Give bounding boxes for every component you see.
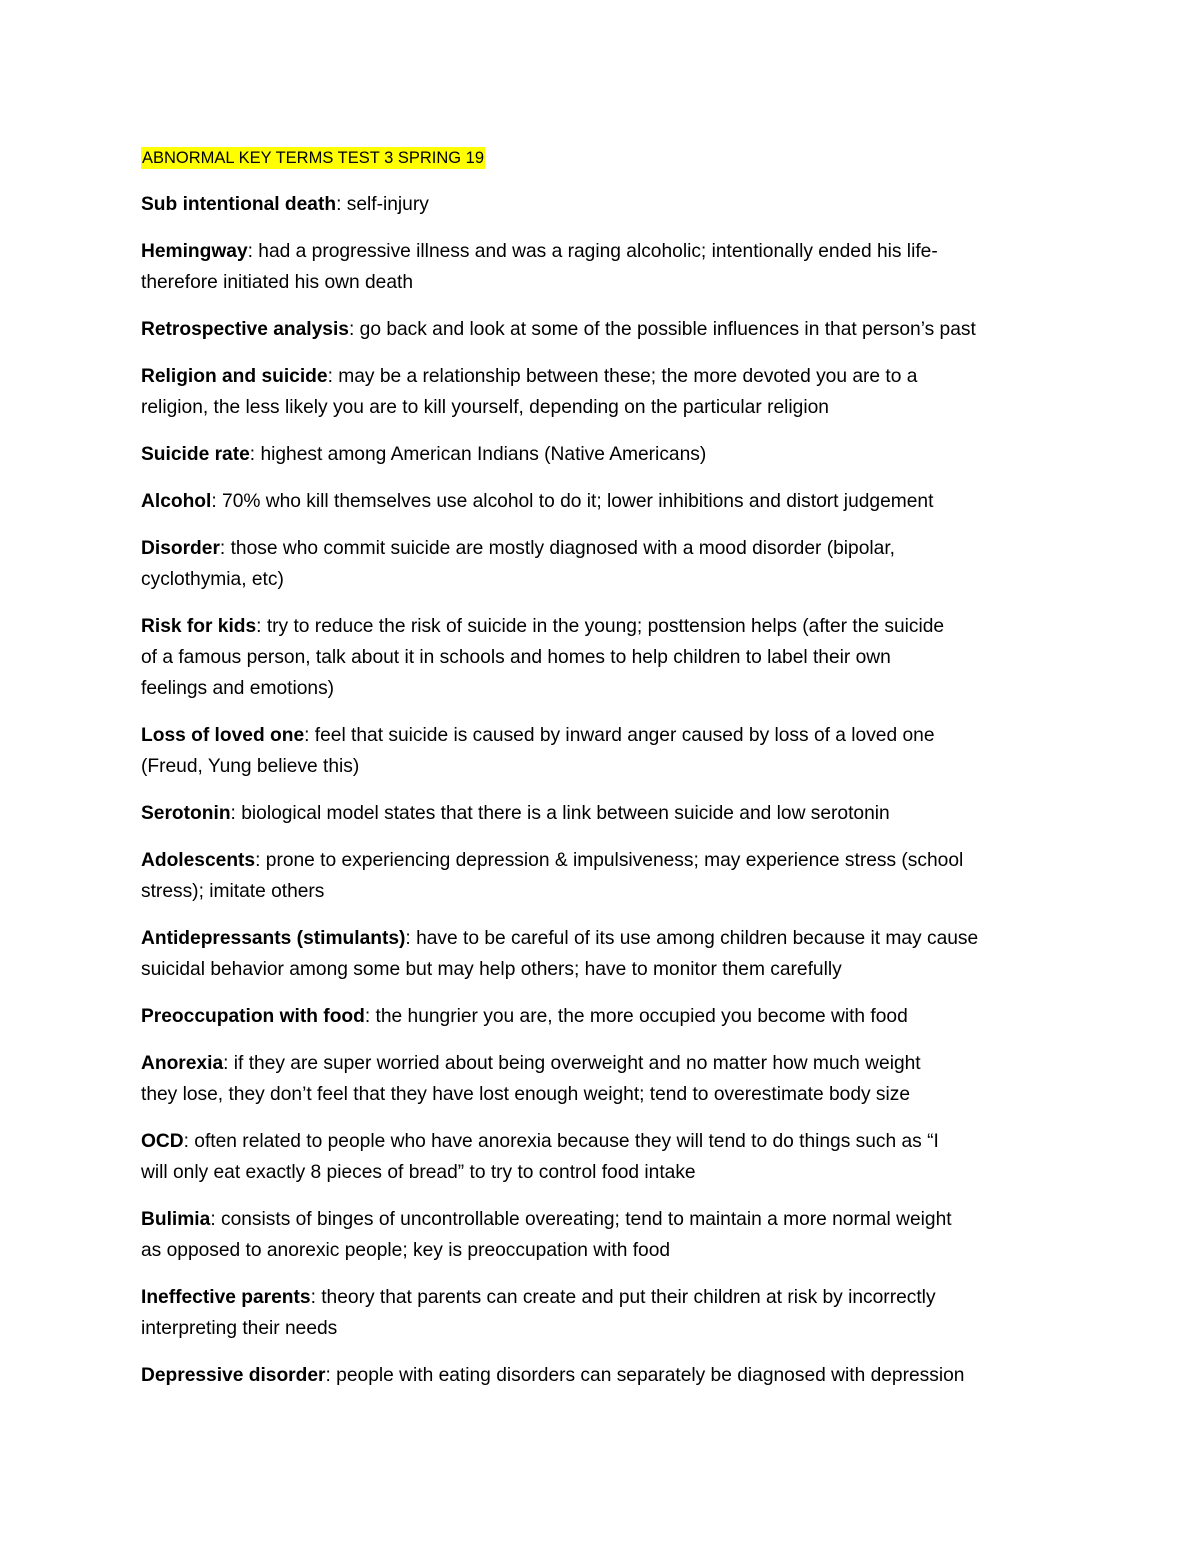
- term-definition: cyclothymia, etc): [141, 569, 284, 590]
- key-term: Depressive disorder: [141, 1365, 326, 1386]
- key-term-entry: [141, 845, 1066, 907]
- document-title-line: [141, 143, 1066, 173]
- key-term: Anorexia: [141, 1053, 224, 1074]
- key-term-entry: [141, 798, 1066, 829]
- entry-line: [141, 439, 1066, 470]
- key-term: OCD: [141, 1131, 184, 1152]
- entry-line: [141, 954, 1066, 985]
- term-definition: : self-injury: [336, 194, 429, 215]
- entry-line: [141, 189, 1066, 220]
- key-term-entry: [141, 314, 1066, 345]
- key-term: Serotonin: [141, 803, 231, 824]
- entry-line: [141, 1282, 1066, 1313]
- entry-line: [141, 1048, 1066, 1079]
- key-term-entry: [141, 1048, 1066, 1110]
- entry-line: [141, 798, 1066, 829]
- key-term: Religion and suicide: [141, 366, 328, 387]
- document-title: ABNORMAL KEY TERMS TEST 3 SPRING 19: [142, 149, 485, 167]
- entry-line: [141, 361, 1066, 392]
- entry-line: [141, 314, 1066, 345]
- key-term-entry: [141, 486, 1066, 517]
- term-definition: : biological model states that there is a link between suicide and low serotonin: [230, 803, 890, 824]
- key-term: Preoccupation with food: [141, 1006, 365, 1027]
- key-term-entry: [141, 533, 1066, 595]
- key-term: Bulimia: [141, 1209, 211, 1230]
- key-term-entry: [141, 439, 1066, 470]
- entry-line: [141, 673, 1066, 704]
- term-definition: : go back and look at some of the possible influences in that person’s past: [348, 319, 976, 340]
- term-definition: stress); imitate others: [141, 881, 325, 902]
- term-definition: : often related to people who have anorexia because they will tend to do things such as “I: [183, 1131, 939, 1152]
- term-definition: they lose, they don’t feel that they have lost enough weight; tend to overestimate body size: [141, 1084, 911, 1105]
- key-term: Sub intentional death: [141, 194, 337, 215]
- key-term-entry: [141, 611, 1066, 704]
- key-term: Risk for kids: [141, 616, 257, 637]
- term-definition: : theory that parents can create and put their children at risk by incorrectly: [310, 1287, 936, 1308]
- entry-line: [141, 564, 1066, 595]
- term-definition: : have to be careful of its use among children because it may cause: [405, 928, 979, 949]
- term-definition: (Freud, Yung believe this): [141, 756, 360, 777]
- entry-line: [141, 1079, 1066, 1110]
- entry-line: [141, 1235, 1066, 1266]
- entry-line: [141, 236, 1066, 267]
- entry-line: [141, 1313, 1066, 1344]
- key-term-entry: [141, 236, 1066, 298]
- entry-line: [141, 642, 1066, 673]
- entry-line: [141, 611, 1066, 642]
- term-definition: : try to reduce the risk of suicide in the young; posttension helps (after the suicide: [256, 616, 945, 637]
- term-definition: : feel that suicide is caused by inward anger caused by loss of a loved one: [304, 725, 935, 746]
- key-term: Disorder: [141, 538, 220, 559]
- term-definition: : 70% who kill themselves use alcohol to do it; lower inhibitions and distort judgement: [211, 491, 934, 512]
- entry-line: [141, 1360, 1066, 1391]
- key-term-entry: [141, 1001, 1066, 1032]
- entry-line: [141, 533, 1066, 564]
- term-definition: suicidal behavior among some but may help others; have to monitor them carefully: [141, 959, 842, 980]
- entry-line: [141, 876, 1066, 907]
- term-definition: of a famous person, talk about it in schools and homes to help children to label their own: [141, 647, 891, 668]
- term-definition: : consists of binges of uncontrollable overeating; tend to maintain a more normal weight: [210, 1209, 952, 1230]
- entry-line: [141, 486, 1066, 517]
- key-term: Alcohol: [141, 491, 212, 512]
- key-term: Hemingway: [141, 241, 248, 262]
- key-term-entry: [141, 1204, 1066, 1266]
- entry-line: [141, 1157, 1066, 1188]
- entry-line: [141, 751, 1066, 782]
- term-definition: : if they are super worried about being overweight and no matter how much weight: [223, 1053, 921, 1074]
- entry-line: [141, 1204, 1066, 1235]
- key-term: Ineffective parents: [141, 1287, 311, 1308]
- key-term: Antidepressants (stimulants): [141, 928, 406, 949]
- term-definition: feelings and emotions): [141, 678, 335, 699]
- key-term: Loss of loved one: [141, 725, 305, 746]
- term-definition: : those who commit suicide are mostly diagnosed with a mood disorder (bipolar,: [219, 538, 895, 559]
- term-definition: therefore initiated his own death: [141, 272, 413, 293]
- entry-line: [141, 720, 1066, 751]
- key-term-entry: [141, 1282, 1066, 1344]
- key-term-entry: [141, 361, 1066, 423]
- key-term: Adolescents: [141, 850, 256, 871]
- key-term-entry: [141, 1126, 1066, 1188]
- document-page: [141, 143, 1066, 1407]
- entry-line: [141, 923, 1066, 954]
- term-definition: : highest among American Indians (Native Americans): [249, 444, 707, 465]
- term-definition: interpreting their needs: [141, 1318, 338, 1339]
- key-term: Retrospective analysis: [141, 319, 349, 340]
- entry-line: [141, 267, 1066, 298]
- entry-line: [141, 392, 1066, 423]
- term-definition: : people with eating disorders can separately be diagnosed with depression: [325, 1365, 965, 1386]
- term-definition: : prone to experiencing depression & impulsiveness; may experience stress (school: [255, 850, 964, 871]
- term-definition: : had a progressive illness and was a raging alcoholic; intentionally ended his life-: [247, 241, 938, 262]
- key-terms-list: [141, 189, 1066, 1391]
- term-definition: as opposed to anorexic people; key is preoccupation with food: [141, 1240, 671, 1261]
- entry-line: [141, 1001, 1066, 1032]
- term-definition: will only eat exactly 8 pieces of bread” to try to control food intake: [141, 1162, 696, 1183]
- key-term-entry: [141, 923, 1066, 985]
- key-term-entry: [141, 1360, 1066, 1391]
- entry-line: [141, 845, 1066, 876]
- key-term: Suicide rate: [141, 444, 250, 465]
- key-term-entry: [141, 189, 1066, 220]
- term-definition: religion, the less likely you are to kill yourself, depending on the particular religion: [141, 397, 829, 418]
- term-definition: : may be a relationship between these; the more devoted you are to a: [327, 366, 918, 387]
- term-definition: : the hungrier you are, the more occupied you become with food: [364, 1006, 908, 1027]
- key-term-entry: [141, 720, 1066, 782]
- entry-line: [141, 1126, 1066, 1157]
